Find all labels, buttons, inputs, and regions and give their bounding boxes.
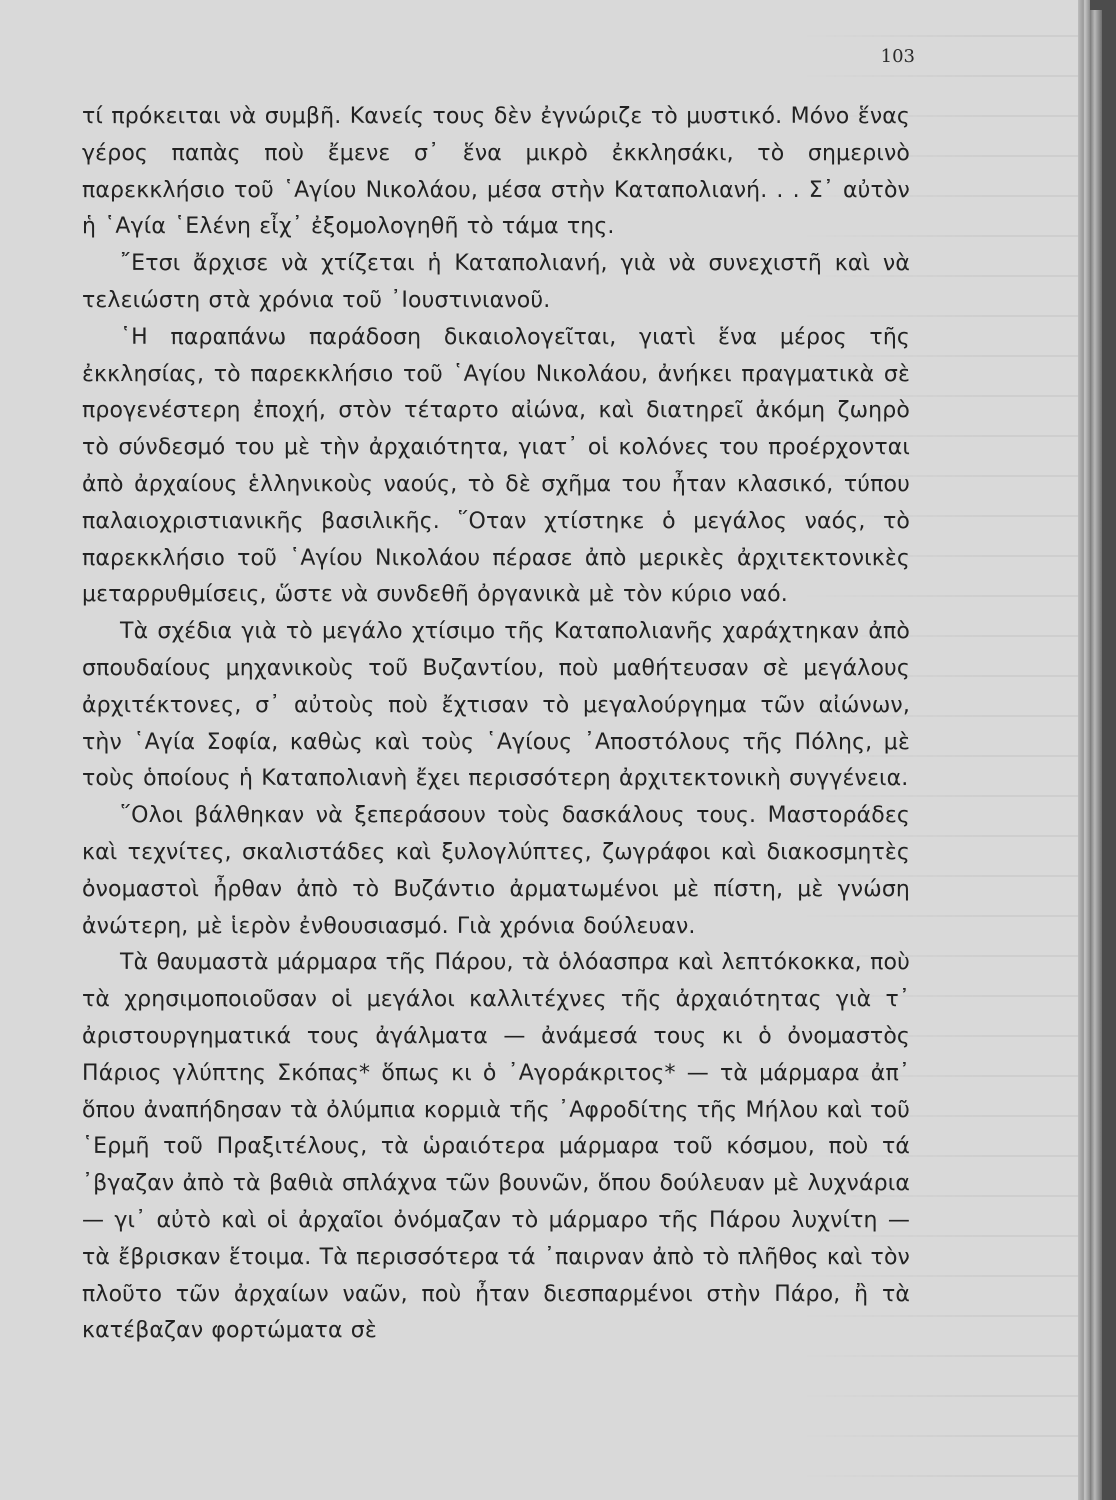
page-body-text (82, 99, 910, 1350)
paragraph-5: ῞Ολοι βάλθηκαν νὰ ξεπεράσουν τοὺς δασκάλους τους. Μαστοράδες καὶ τεχνίτες, σκαλιστάδες καὶ ξυλογλύπτες, ζωγράφοι καὶ διακοσμητὲς ὀνομαστοὶ ἦρθαν ἀπὸ τὸ Βυζάντιο ἀρματωμένοι μὲ πίστη, μὲ γνώση ἀνώτερη, μὲ ἱερὸν ἐνθουσιασμό. Γιὰ χρόνια δούλευαν. (82, 803, 910, 939)
paragraph-6: Τὰ θαυμαστὰ μάρμαρα τῆς Πάρου, τὰ ὁλόασπρα καὶ λεπτόκοκκα, ποὺ τὰ χρησιμοποιοῦσαν οἱ μεγάλοι καλλιτέχνες τῆς ἀρχαιότητας γιὰ τ᾽ ἀριστουργηματικά τους ἀγάλματα — ἀνάμεσά τους κι ὁ ὀνομαστὸς Πάριος γλύπτης Σκόπας* ὅπως κι ὁ ᾽Αγοράκριτος* — τὰ μάρμαρα ἀπ᾽ ὅπου ἀναπήδησαν τὰ ὀλύμπια κορμιὰ τῆς ᾽Αφροδίτης τῆς Μήλου καὶ τοῦ ῾Ερμῆ τοῦ Πραξιτέλους, τὰ ὡραιότερα μάρμαρα τοῦ κόσμου, ποὺ τά ᾽βγαζαν ἀπὸ τὰ βαθιὰ σπλάχνα τῶν βουνῶν, ὅπου δούλευαν μὲ λυχνάρια — γι᾽ αὐτὸ καὶ οἱ ἀρχαῖοι ὀνόμαζαν τὸ μάρμαρο τῆς Πάρου λυχνίτη — τὰ ἔβρισκαν ἕτοιμα. Τὰ περισσότερα τά ᾽παιρναν ἀπὸ τὸ πλῆθος καὶ τὸν πλοῦτο τῶν ἀρχαίων ναῶν, ποὺ ἦταν διεσπαρμένοι στὴν Πάρο, ἢ τὰ κατέβαζαν φορτώματα σὲ (82, 950, 910, 1344)
paragraph-2: ῎Ετσι ἄρχισε νὰ χτίζεται ἡ Καταπολιανή, γιὰ νὰ συνεχιστῆ καὶ νὰ τελειώστη στὰ χρόνια τοῦ ᾽Ιουστινιανοῦ. (82, 251, 910, 313)
page-stack-edge (1078, 0, 1090, 1500)
paragraph-3: ῾Η παραπάνω παράδοση δικαιολογεῖται, γιατὶ ἕνα μέρος τῆς ἐκκλησίας, τὸ παρεκκλήσιο τοῦ ῾Αγίου Νικολάου, ἀνήκει πραγματικὰ σὲ προγενέστερη ἐποχή, στὸν τέταρτο αἰώνα, καὶ διατηρεῖ ἀκόμη ζωηρὸ τὸ σύνδεσμό του μὲ τὴν ἀρχαιότητα, γιατ᾽ οἱ κολόνες του προέρχονται ἀπὸ ἀρχαίους ἑλληνικοὺς ναούς, τὸ δὲ σχῆμα του ἦταν κλασικό, τύπου παλαιοχριστιανικῆς βασιλικῆς. ῞Οταν χτίστηκε ὁ μεγάλος ναός, τὸ παρεκκλήσιο τοῦ ῾Αγίου Νικολάου πέρασε ἀπὸ μερικὲς ἀρχιτεκτονικὲς μεταρρυθμίσεις, ὥστε νὰ συνδεθῆ ὀργανικὰ μὲ τὸν κύριο ναό. (82, 324, 910, 608)
page-number: 103 (880, 46, 915, 67)
book-spine-edge (1090, 10, 1102, 1500)
paragraph-4: Τὰ σχέδια γιὰ τὸ μεγάλο χτίσιμο τῆς Καταπολιανῆς χαράχτηκαν ἀπὸ σπουδαίους μηχανικοὺς τοῦ Βυζαντίου, ποὺ μαθήτευσαν σὲ μεγάλους ἀρχιτέκτονες, σ᾽ αὐτοὺς ποὺ ἔχτισαν τὸ μεγαλούργημα τῶν αἰώνων, τὴν ῾Αγία Σοφία, καθὼς καὶ τοὺς ῾Αγίους ᾽Αποστόλους τῆς Πόλης, μὲ τοὺς ὁποίους ἡ Καταπολιανὴ ἔχει περισσότερη ἀρχιτεκτονικὴ συγγένεια. (82, 619, 910, 792)
paragraph-1: τί πρόκειται νὰ συμβῆ. Κανείς τους δὲν ἐγνώριζε τὸ μυστικό. Μόνο ἕνας γέρος παπὰς ποὺ ἔμενε σ᾽ ἕνα μικρὸ ἐκκλησάκι, τὸ σημερινὸ παρεκκλήσιο τοῦ ῾Αγίου Νικολάου, μέσα στὴν Καταπολιανή. . . Σ᾽ αὐτὸν ἡ ῾Αγία ῾Ελένη εἶχ᾽ ἐξομολογηθῆ τὸ τάμα της. (82, 104, 910, 240)
